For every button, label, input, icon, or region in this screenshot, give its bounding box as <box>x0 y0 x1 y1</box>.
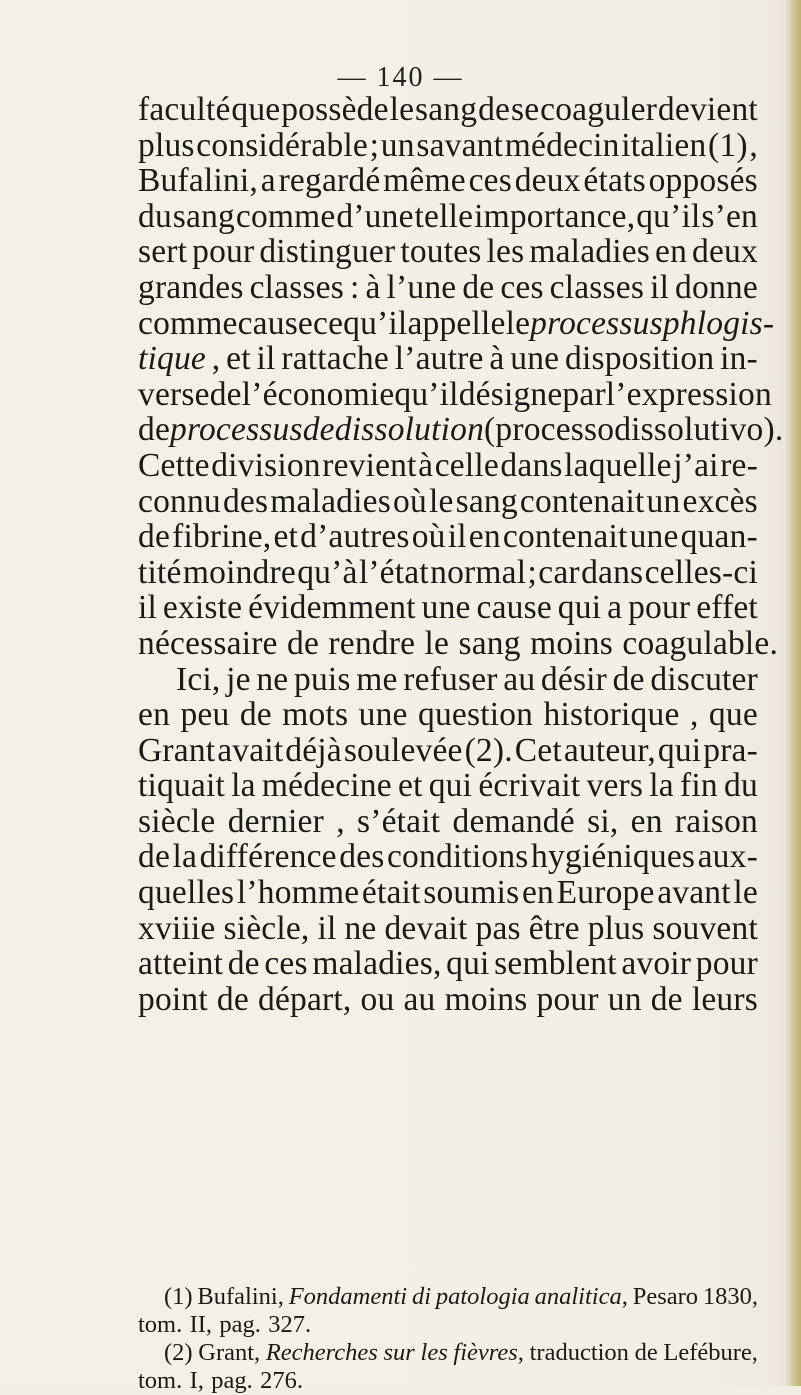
word: de <box>478 91 511 128</box>
word: l’économie <box>241 375 395 413</box>
word: classes <box>549 268 645 306</box>
word: telle <box>414 197 474 235</box>
word: tité <box>138 553 182 591</box>
footnote-word: pag. <box>211 1367 253 1394</box>
word: maladies <box>529 233 651 271</box>
word: et <box>226 340 251 378</box>
word: deux <box>514 162 581 200</box>
word: sang <box>415 91 478 128</box>
word: regardé <box>278 162 381 200</box>
footnote-word: Grant, <box>198 1339 261 1366</box>
word: excès <box>682 482 758 520</box>
word: souvent <box>652 909 758 947</box>
word: par <box>562 375 606 413</box>
word: normal <box>430 553 527 591</box>
word: peu <box>180 696 230 734</box>
footnote-word: di <box>411 1283 431 1310</box>
word: l’autre <box>394 340 484 378</box>
word: il <box>650 268 670 306</box>
word: au <box>503 660 536 698</box>
word: l’état <box>358 553 429 591</box>
word: il <box>138 589 158 627</box>
footnote-word: (1) <box>164 1283 193 1310</box>
word: de <box>138 411 171 449</box>
word: distinguer <box>259 233 396 271</box>
word: sang <box>458 624 521 662</box>
word: à <box>365 268 381 306</box>
word: cause <box>237 304 314 342</box>
word: cause <box>476 589 552 627</box>
word: du <box>724 767 758 805</box>
text-line <box>138 270 758 306</box>
text-line <box>138 662 758 698</box>
word: à <box>418 446 434 484</box>
word: existe <box>162 589 243 627</box>
word: l’une <box>386 268 457 306</box>
word: de <box>462 268 495 306</box>
word: qu’à <box>297 553 358 591</box>
word: , <box>336 802 345 840</box>
word: leurs <box>691 980 758 1018</box>
word: refuser <box>403 660 498 698</box>
word: importance, <box>474 197 636 235</box>
word: de <box>302 411 335 449</box>
word: car <box>538 553 580 591</box>
footnote-word: 276. <box>260 1367 303 1394</box>
word: contenait <box>502 518 628 556</box>
word: une <box>421 589 471 627</box>
text-line <box>138 768 758 804</box>
word: une <box>629 518 679 556</box>
word: ces <box>264 945 308 983</box>
word: soumis <box>423 874 520 912</box>
word: savant <box>416 126 504 164</box>
word: rendre <box>328 624 416 662</box>
word: il <box>256 340 276 378</box>
word: de <box>227 945 260 983</box>
footnote-word: tom. <box>138 1311 183 1338</box>
word: celle <box>434 446 499 484</box>
word: devait <box>384 909 468 947</box>
text-line <box>138 875 758 911</box>
word: donne <box>675 268 758 306</box>
word: (processo <box>484 411 615 449</box>
word: s’en <box>701 197 758 235</box>
word: fin <box>680 767 718 805</box>
word: pour <box>695 945 758 983</box>
word: auteur, <box>563 731 656 769</box>
text-line <box>138 519 758 555</box>
footnote-word: Bufalini, <box>197 1283 284 1310</box>
text-line <box>138 128 758 164</box>
word: (2). <box>464 731 513 769</box>
word: Grant <box>138 731 216 769</box>
word: nécessaire <box>138 624 278 662</box>
word: raison <box>674 802 758 840</box>
footnote-word: Fondamenti <box>288 1283 408 1310</box>
text-line <box>138 341 758 377</box>
word: quan- <box>680 518 758 556</box>
word: siècle, <box>223 909 310 947</box>
word: Ici, <box>176 660 221 698</box>
word: dissolution <box>334 411 485 449</box>
body-text <box>138 91 784 1018</box>
word: semblent <box>494 945 617 983</box>
text-line <box>138 163 758 199</box>
word: vers <box>586 767 644 805</box>
word: demandé <box>452 802 575 840</box>
word: états <box>583 162 646 200</box>
word: qu’il <box>394 375 459 413</box>
word: effet <box>696 589 758 627</box>
word: dans <box>581 553 644 591</box>
word: de <box>612 660 645 698</box>
word: et <box>398 767 423 805</box>
word: rattache <box>281 340 389 378</box>
word: avant <box>657 874 731 912</box>
word: moins <box>530 624 613 662</box>
word: processus <box>530 304 663 342</box>
word: ; <box>527 553 538 591</box>
text-line <box>138 982 758 1018</box>
word: opposés <box>648 162 758 200</box>
word: verse <box>138 375 210 413</box>
word: si, <box>587 802 619 840</box>
word: fibrine, <box>172 518 272 556</box>
word: était <box>361 874 421 912</box>
word: déjà <box>285 731 342 769</box>
word: qui <box>557 589 602 627</box>
word: maladies <box>270 482 391 520</box>
word: ces <box>500 268 544 306</box>
word: coagulable. <box>622 624 779 662</box>
word: d’autres <box>300 518 410 556</box>
footnote-word: II, <box>189 1311 213 1338</box>
word: appelle <box>407 304 506 342</box>
word: , <box>689 696 699 734</box>
word: classes <box>249 268 344 306</box>
word: un <box>380 126 415 164</box>
word: tiquait <box>138 767 225 805</box>
text-line <box>138 555 758 591</box>
text-line <box>138 733 758 769</box>
text-line <box>138 946 758 982</box>
word: ne <box>344 909 377 947</box>
word: coaguler <box>540 91 658 128</box>
word: désigne <box>458 375 563 413</box>
footnote-line <box>138 1339 758 1367</box>
word: le <box>389 91 415 128</box>
word: ou <box>360 980 395 1018</box>
word: dissolutivo). <box>614 411 784 449</box>
word: sang <box>455 482 518 520</box>
word: médecine <box>261 767 392 805</box>
word: l’homme <box>236 874 360 912</box>
text-line <box>138 199 758 235</box>
word: il <box>317 909 337 947</box>
word: discuter <box>650 660 758 698</box>
word: départ, <box>258 980 352 1018</box>
word: , <box>749 126 758 164</box>
footnote-line <box>138 1311 758 1339</box>
text-line <box>138 234 758 270</box>
footnote-word: I, <box>189 1367 204 1394</box>
word: différence <box>199 838 337 876</box>
word: une <box>510 340 560 378</box>
word: avoir <box>621 945 692 983</box>
word: celles-ci <box>644 553 758 591</box>
footnote-word: tom. <box>138 1367 183 1394</box>
word: des <box>222 482 269 520</box>
word: puis <box>294 660 351 698</box>
word: qui <box>428 767 473 805</box>
word: : <box>349 268 360 306</box>
word: médecin <box>504 126 620 164</box>
text-line <box>138 92 758 128</box>
word: sert <box>138 233 188 271</box>
footnote-word: Recherches <box>265 1339 378 1366</box>
footnote-word: sur <box>383 1339 415 1366</box>
footnote-word: les <box>420 1339 448 1366</box>
word: j’ai <box>673 446 719 484</box>
word: de <box>650 980 683 1018</box>
word: in- <box>720 340 758 378</box>
word: comme <box>235 197 336 235</box>
word: en <box>655 233 688 271</box>
word: Cette <box>138 446 210 484</box>
word: question <box>418 696 534 734</box>
word: la <box>172 838 198 876</box>
word: désir <box>540 660 608 698</box>
word: se <box>510 91 540 128</box>
footnote-word: fièvres, <box>453 1339 524 1366</box>
text-line <box>138 411 784 449</box>
word: je <box>226 660 251 698</box>
word: il <box>447 518 467 556</box>
word: plus <box>138 126 195 164</box>
word: mots <box>282 696 349 734</box>
word: moindre <box>182 553 296 591</box>
word: le <box>505 304 531 342</box>
word: pour <box>536 980 599 1018</box>
word: dernier <box>227 802 324 840</box>
word: de <box>138 838 171 876</box>
word: soulevée <box>343 731 463 769</box>
word: contenait <box>519 482 645 520</box>
footnote-word: Pesaro <box>632 1283 699 1310</box>
text-line <box>138 911 758 947</box>
footnote-word: de <box>634 1339 658 1366</box>
word: sang <box>172 197 235 235</box>
word: ce <box>313 304 344 342</box>
word: (1) <box>708 126 748 164</box>
word: s’était <box>357 802 441 840</box>
word: ces <box>468 162 512 200</box>
word: même <box>383 162 466 200</box>
word: évidemment <box>248 589 416 627</box>
word: historique <box>543 696 680 734</box>
footnote-word: patologia <box>435 1283 530 1310</box>
word: comme <box>138 304 238 342</box>
word: plus <box>587 909 645 947</box>
word: faculté <box>138 91 231 128</box>
footnotes <box>138 1283 758 1395</box>
word: laquelle <box>564 446 672 484</box>
word: pra- <box>703 731 758 769</box>
word: re- <box>720 446 758 484</box>
word: être <box>528 909 580 947</box>
word: la <box>649 767 674 805</box>
text-line <box>138 448 758 484</box>
word: pour <box>628 589 691 627</box>
word: tique <box>138 340 206 378</box>
word: pas <box>475 909 521 947</box>
word: division <box>211 446 321 484</box>
word: quelles <box>138 874 235 912</box>
text-line <box>138 804 758 840</box>
word: qu’il <box>636 197 701 235</box>
word: de <box>239 696 272 734</box>
word: en <box>630 802 663 840</box>
word: conditions <box>386 838 529 876</box>
word: deux <box>692 233 758 271</box>
word: hygiéniques <box>531 838 696 876</box>
word: moins <box>444 980 528 1018</box>
word: xviiie <box>138 909 216 947</box>
word: que <box>231 91 281 128</box>
footnote-line <box>138 1283 758 1311</box>
word: la <box>231 767 256 805</box>
word: aux- <box>697 838 758 876</box>
word: où <box>411 518 446 556</box>
word: point <box>138 980 208 1018</box>
footnote-word: pag. <box>219 1311 261 1338</box>
footnote-word: 327. <box>268 1311 312 1338</box>
word: un <box>607 980 642 1018</box>
word: du <box>138 197 172 235</box>
text-line <box>138 484 758 520</box>
word: de <box>209 375 242 413</box>
word: de <box>138 518 171 556</box>
word: ; <box>369 126 380 164</box>
word: qui <box>657 731 702 769</box>
word: pour <box>192 233 255 271</box>
word: en <box>138 696 171 734</box>
word: siècle <box>138 802 216 840</box>
text-line <box>138 375 772 413</box>
word: me <box>356 660 398 698</box>
text-line <box>138 624 779 662</box>
text-line <box>138 697 758 733</box>
word: Europe <box>556 874 655 912</box>
word: en <box>468 518 501 556</box>
word: d’une <box>336 197 414 235</box>
word: Bufalini, <box>138 162 258 200</box>
footnote-word: Lefébure, <box>663 1339 758 1366</box>
word: possède <box>281 91 389 128</box>
word: connu <box>138 482 221 520</box>
word: les <box>486 233 525 271</box>
footnote-word: 1830, <box>702 1283 758 1310</box>
word: où <box>393 482 427 520</box>
word: italien <box>621 126 707 164</box>
word: et <box>273 518 299 556</box>
word: considérable <box>196 126 368 164</box>
word: le <box>424 624 450 662</box>
footnote-word: analitica, <box>534 1283 628 1310</box>
word: ne <box>256 660 289 698</box>
word: a <box>607 589 623 627</box>
word: que <box>708 696 758 734</box>
footnote-word: (2) <box>164 1339 193 1366</box>
word: a <box>260 162 276 200</box>
word: à <box>489 340 505 378</box>
word: grandes <box>138 268 244 306</box>
text-line <box>138 304 775 342</box>
word: l’expression <box>605 375 772 413</box>
word: le <box>733 874 758 912</box>
word: au <box>403 980 436 1018</box>
word: le <box>428 482 454 520</box>
word: processus <box>170 411 303 449</box>
word: un <box>646 482 681 520</box>
page-number: — 140 — <box>337 62 464 93</box>
text-line <box>138 839 758 875</box>
word: avait <box>217 731 284 769</box>
word: , <box>211 340 221 378</box>
footnote-line <box>138 1367 758 1395</box>
word: toutes <box>400 233 482 271</box>
word: maladies, <box>312 945 442 983</box>
text-line <box>138 590 758 626</box>
word: qu’il <box>343 304 408 342</box>
page-edge-shadow <box>785 0 801 1386</box>
word: atteint <box>138 945 224 983</box>
footnote-word: traduction <box>529 1339 629 1366</box>
word: une <box>358 696 408 734</box>
word: disposition <box>565 340 715 378</box>
word: en <box>521 874 554 912</box>
word: de <box>287 624 320 662</box>
word: des <box>339 838 385 876</box>
word: revient <box>322 446 417 484</box>
word: phlogis- <box>662 304 775 342</box>
word: de <box>216 980 249 1018</box>
word: qui <box>446 945 490 983</box>
word: Cet <box>514 731 562 769</box>
word: devient <box>657 91 758 128</box>
word: dans <box>500 446 563 484</box>
word: écrivait <box>478 767 581 805</box>
